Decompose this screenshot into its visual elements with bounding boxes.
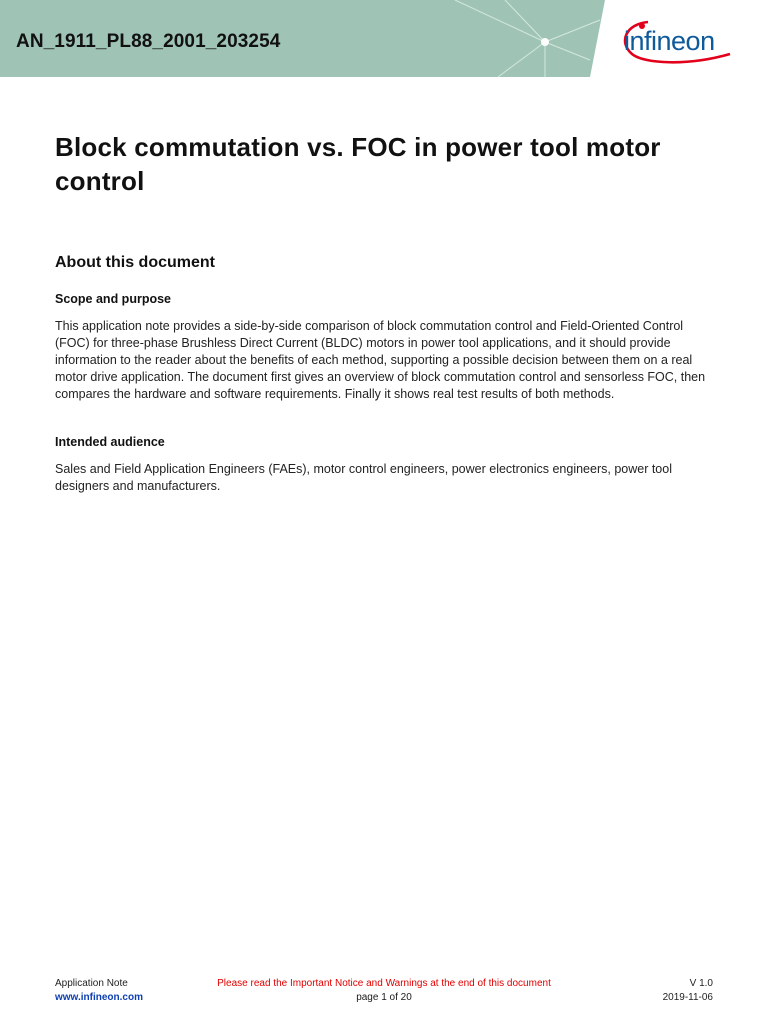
footer-left xyxy=(55,977,143,1005)
audience-paragraph: Sales and Field Application Engineers (FAEs), motor control engineers, power electronics engineers, power tool designers and manufacturers. xyxy=(55,462,672,493)
about-heading: About this document xyxy=(55,254,215,271)
infineon-logo xyxy=(618,14,744,72)
date: 2019-11-06 xyxy=(662,992,713,1003)
document-title: Block commutation vs. FOC in power tool motor control xyxy=(55,132,661,196)
page-number: page 1 of 20 xyxy=(356,992,412,1003)
scope-heading: Scope and purpose xyxy=(55,292,171,306)
doc-type: Application Note xyxy=(55,978,128,989)
scope-paragraph: This application note provides a side-by-side comparison of block commutation control and Field-Oriented Control (FOC) for three-phase Brushless Direct Current (BLDC) motors in power tool applications, and it should provide information to the reader about the benefits of each method, supporting a possible decision between them on a real motor drive application. The document first gives an overview of block commutation control and sensorless FOC, then compares the hardware and software requirements. Finally it shows real test results of both methods. xyxy=(55,319,706,401)
audience-heading: Intended audience xyxy=(55,435,165,449)
website-link[interactable]: www.infineon.com xyxy=(55,992,143,1003)
document-id: AN_1911_PL88_2001_203254 xyxy=(16,31,281,52)
banner-node xyxy=(541,38,549,46)
important-notice: Please read the Important Notice and Warnings at the end of this document xyxy=(217,978,551,989)
logo-text: infineon xyxy=(624,26,715,56)
footer-center xyxy=(150,977,618,1005)
footer-right xyxy=(663,977,713,1005)
version: V 1.0 xyxy=(689,978,713,989)
